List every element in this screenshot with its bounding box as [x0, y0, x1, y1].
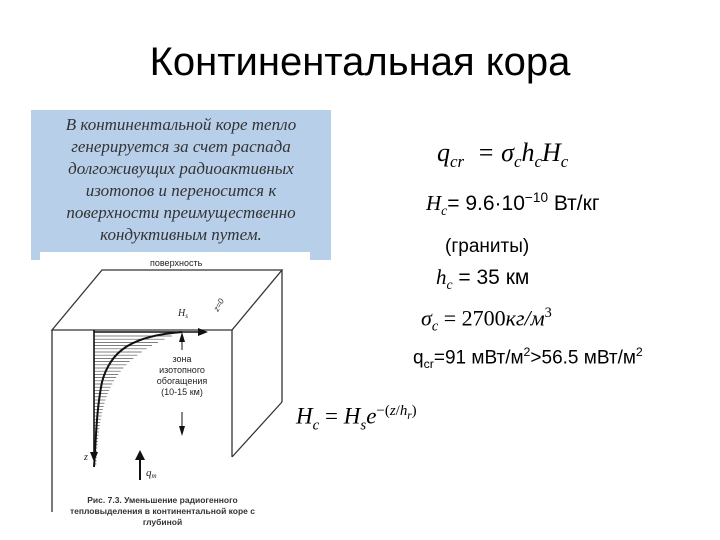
figure-caption-line: Рис. 7.3. Уменьшение радиогенного — [87, 495, 238, 505]
figure-caption — [55, 495, 270, 528]
hs-label: $H_s$ — [178, 308, 188, 320]
description-line: долгоживущих радиоактивных — [68, 159, 294, 178]
density-value: $\sigma_c = 2700кг/м^3$ — [421, 305, 552, 335]
hc-unit: Вт/кг — [548, 192, 600, 215]
description-line: В континентальной коре тепло — [65, 115, 297, 134]
zone-label-line: обогащения — [156, 376, 208, 386]
description-text — [31, 114, 331, 246]
z-label: z — [84, 452, 88, 463]
hc-number: = 9.6·10 — [447, 192, 525, 215]
zone-label-line: (10-15 км) — [161, 387, 203, 397]
granites-label: (граниты) — [445, 236, 530, 257]
description-line: кондуктивным путем. — [100, 225, 262, 244]
description-line: генерируется за счет распада — [71, 137, 291, 156]
zone-label-line: зона — [172, 354, 192, 364]
qm-label: qm — [146, 467, 157, 480]
description-line: изотопов и переносится к — [85, 181, 277, 200]
z0-label: z=0 — [211, 297, 226, 313]
page-title: Континентальная кора — [149, 40, 571, 84]
decay-formula: $H_c = H_se^{-(z/h_r)}$ — [296, 403, 417, 434]
density-exponent: 3 — [544, 305, 552, 321]
surface-label: поверхность — [150, 258, 203, 268]
hc-value: $H_c= 9.6\cdot 10^{-10}$ Вт/кг — [426, 190, 600, 219]
description-box — [31, 110, 331, 260]
hc-thickness: $h_c = 35$ км — [436, 265, 530, 293]
heat-flow-formula: $q_{cr} = \sigma_ch_cH_c$ — [437, 138, 569, 172]
hc-thickness-value: = 35 км — [452, 266, 530, 289]
hc-exponent: −10 — [524, 190, 549, 205]
figure-caption-line: тепловыделения в континентальной коре с — [69, 506, 256, 516]
description-line: поверхности преимущественно — [66, 203, 296, 222]
qcr-result: $q_{cr}=91$ мВт/$м^2>56.5$ мВт/$м^2$ — [413, 345, 643, 372]
figure-caption-line: глубиной — [142, 517, 183, 527]
density-number: = 2700 — [438, 305, 506, 331]
density-unit: кг/м — [505, 305, 545, 331]
zone-label-line: изотопного — [159, 365, 205, 375]
